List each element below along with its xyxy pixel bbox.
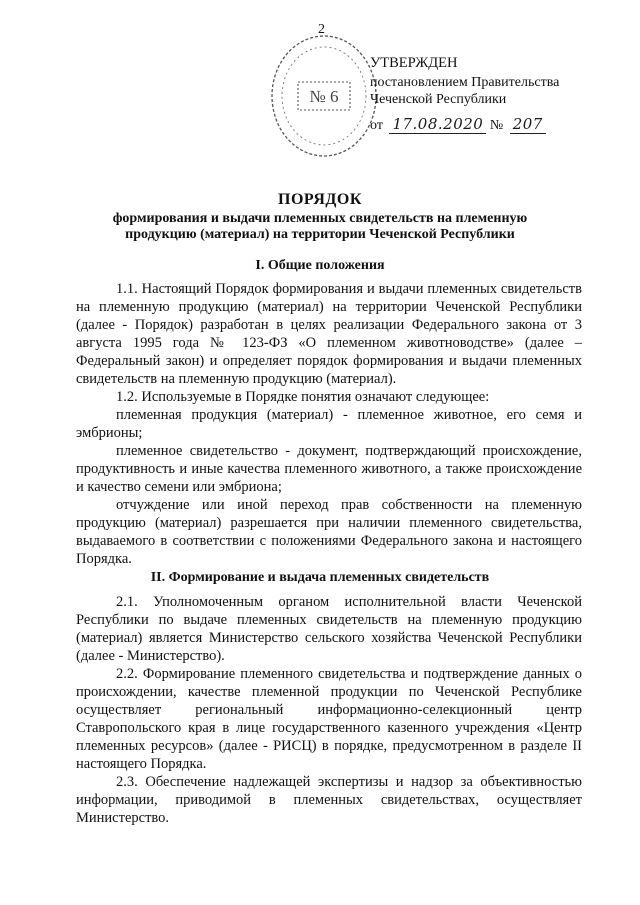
section-2-body [76,593,582,827]
paragraph: племенная продукция (материал) - племенное животное, его семя и эмбрионы; [76,407,582,441]
paragraph: 2.2. Формирование племенного свидетельства и подтверждение данных о происхождении, качестве племенной продукции по Чеченской Республике осуществляет региональный информационно-селекционный центр Ставропольского края в лице государственного казенного учреждения «Центр племенных ресурсов» (далее - РИСЦ) в порядке, предусмотренном в разделе II настоящего Порядка. [76,666,582,772]
approval-block [370,55,559,134]
approval-line-2: Чеченской Республики [370,92,507,107]
paragraph: отчуждение или иной переход прав собственности на племенную продукцию (материал) разрешается при наличии племенного свидетельства, выдаваемого в соответствии с положениями Федерального закона и настоящего Порядка. [76,497,582,567]
approved-label: УТВЕРЖДЕН [370,55,458,71]
paragraph: 1.1. Настоящий Порядок формирования и выдачи племенных свидетельств на племенную продукцию (материал) на территории Чеченской Республики (далее - Порядок) разработан в целях реализации Федерального закона от 3 августа 1995 года № 123-ФЗ «О племенном животноводстве» (далее – Федеральный закон) и определяет порядок формирования и выдачи племенных свидетельств на племенную продукцию (материал). [76,281,582,387]
approval-line-1: постановлением Правительства [370,75,560,90]
handwritten-date: 17.08.2020 [389,116,486,134]
section-2-heading: II. Формирование и выдача племенных свидетельств [150,570,490,585]
page-number: 2 [318,22,325,37]
official-seal [268,30,380,162]
section-1-body [76,280,582,568]
document-title: ПОРЯДОК [278,191,362,208]
paragraph: 2.1. Уполномоченным органом исполнительной власти Чеченской Республики по выдаче племенных свидетельств на племенную продукцию (материал) является Министерство сельского хозяйства Чеченской Республики (далее - Министерство). [76,594,582,664]
section-1-heading: I. Общие положения [255,258,385,273]
seal-number: № 6 [309,87,339,106]
handwritten-number: 207 [510,116,546,134]
number-prefix: № [489,118,504,133]
document-subtitle: формирования и выдачи племенных свидетельств на племенную продукцию (материал) на территории Чеченской Республики [112,211,528,242]
date-prefix: от [370,118,383,133]
paragraph: 1.2. Используемые в Порядке понятия означают следующее: [116,389,490,405]
paragraph: 2.3. Обеспечение надлежащей экспертизы и надзор за объективностью информации, приводимой в племенных свидетельствах, осуществляет Министерство. [76,774,582,826]
date-line [370,116,559,134]
paragraph: племенное свидетельство - документ, подтверждающий происхождение, продуктивность и иные качества племенного животного, а также происхождение и качество семени или эмбриона; [76,443,582,495]
